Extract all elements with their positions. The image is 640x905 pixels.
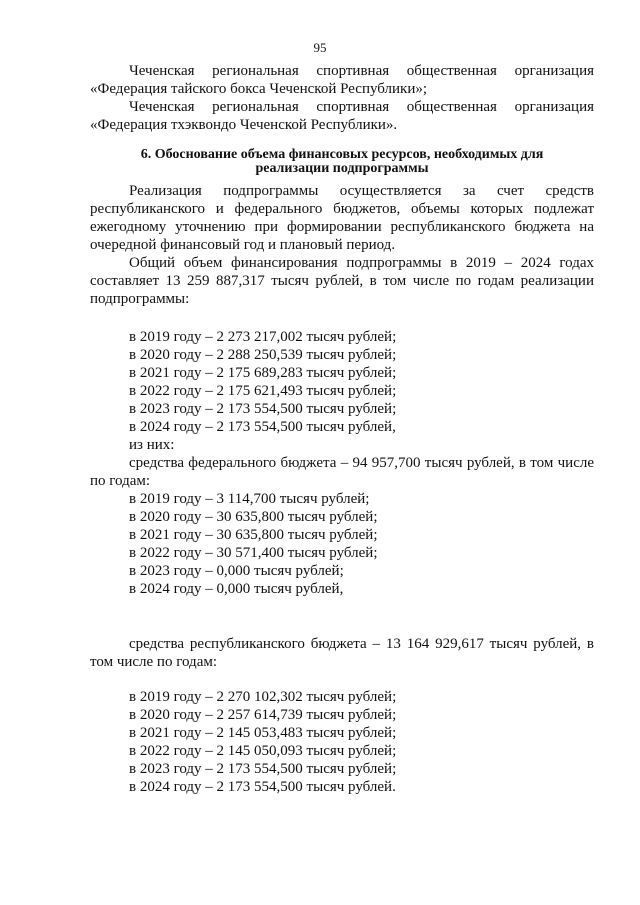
org-item: Чеченская региональная спортивная общественная организация «Федерация тайского бокса Чеченской Республики»; (90, 63, 594, 97)
page-number: 95 (313, 40, 327, 55)
list-item: в 2020 году – 2 288 250,539 тысяч рублей; (129, 347, 397, 363)
list-item: в 2024 году – 2 173 554,500 тысяч рублей. (129, 779, 396, 795)
federal-by-year-list (90, 490, 594, 598)
list-item: в 2022 году – 30 571,400 тысяч рублей; (129, 545, 378, 561)
list-item: в 2023 году – 2 173 554,500 тысяч рублей; (129, 761, 397, 777)
list-item: в 2022 году – 2 175 621,493 тысяч рублей; (129, 383, 397, 399)
list-item: в 2019 году – 2 273 217,002 тысяч рублей; (129, 329, 397, 345)
republic-budget-paragraph: средства республиканского бюджета – 13 164 929,617 тысяч рублей, в том числе по годам: (90, 636, 594, 670)
list-item: в 2020 году – 2 257 614,739 тысяч рублей; (129, 707, 397, 723)
section-heading-line: 6. Обоснование объема финансовых ресурсов, необходимых для (140, 147, 544, 162)
list-item: в 2022 году – 2 145 050,093 тысяч рублей; (129, 743, 397, 759)
list-item: в 2019 году – 3 114,700 тысяч рублей; (129, 491, 370, 507)
section-heading (90, 148, 594, 176)
list-item: в 2021 году – 2 175 689,283 тысяч рублей; (129, 365, 397, 381)
section-heading-line: реализации подпрограммы (255, 161, 429, 176)
federal-budget-paragraph: средства федерального бюджета – 94 957,700 тысяч рублей, в том числе по годам: (90, 455, 594, 489)
list-item: в 2021 году – 2 145 053,483 тысяч рублей; (129, 725, 397, 741)
list-item: в 2023 году – 2 173 554,500 тысяч рублей; (129, 401, 397, 417)
republic-by-year-list (90, 688, 594, 796)
list-item: в 2020 году – 30 635,800 тысяч рублей; (129, 509, 378, 525)
of-them-label: из них: (129, 437, 175, 453)
list-item: в 2024 году – 2 173 554,500 тысяч рублей, (129, 419, 396, 435)
document-body (90, 62, 594, 796)
list-item: в 2021 году – 30 635,800 тысяч рублей; (129, 527, 378, 543)
list-item: в 2023 году – 0,000 тысяч рублей; (129, 563, 344, 579)
section-paragraph: Реализация подпрограммы осуществляется за счет средств республиканского и федерального бюджетов, объемы которых подлежат ежегодному уточнению при формировании республиканского бюджета на очередной финансовый год и плановый период. (90, 183, 594, 253)
list-item: в 2019 году – 2 270 102,302 тысяч рублей; (129, 689, 397, 705)
list-item: в 2024 году – 0,000 тысяч рублей, (129, 581, 344, 597)
total-funding-paragraph: Общий объем финансирования подпрограммы в 2019 – 2024 годах составляет 13 259 887,317 тысяч рублей, в том числе по годам реализации подпрограммы: (90, 255, 594, 307)
total-by-year-list (90, 328, 594, 436)
org-item: Чеченская региональная спортивная общественная организация «Федерация тхэквондо Чеченской Республики». (90, 99, 594, 133)
